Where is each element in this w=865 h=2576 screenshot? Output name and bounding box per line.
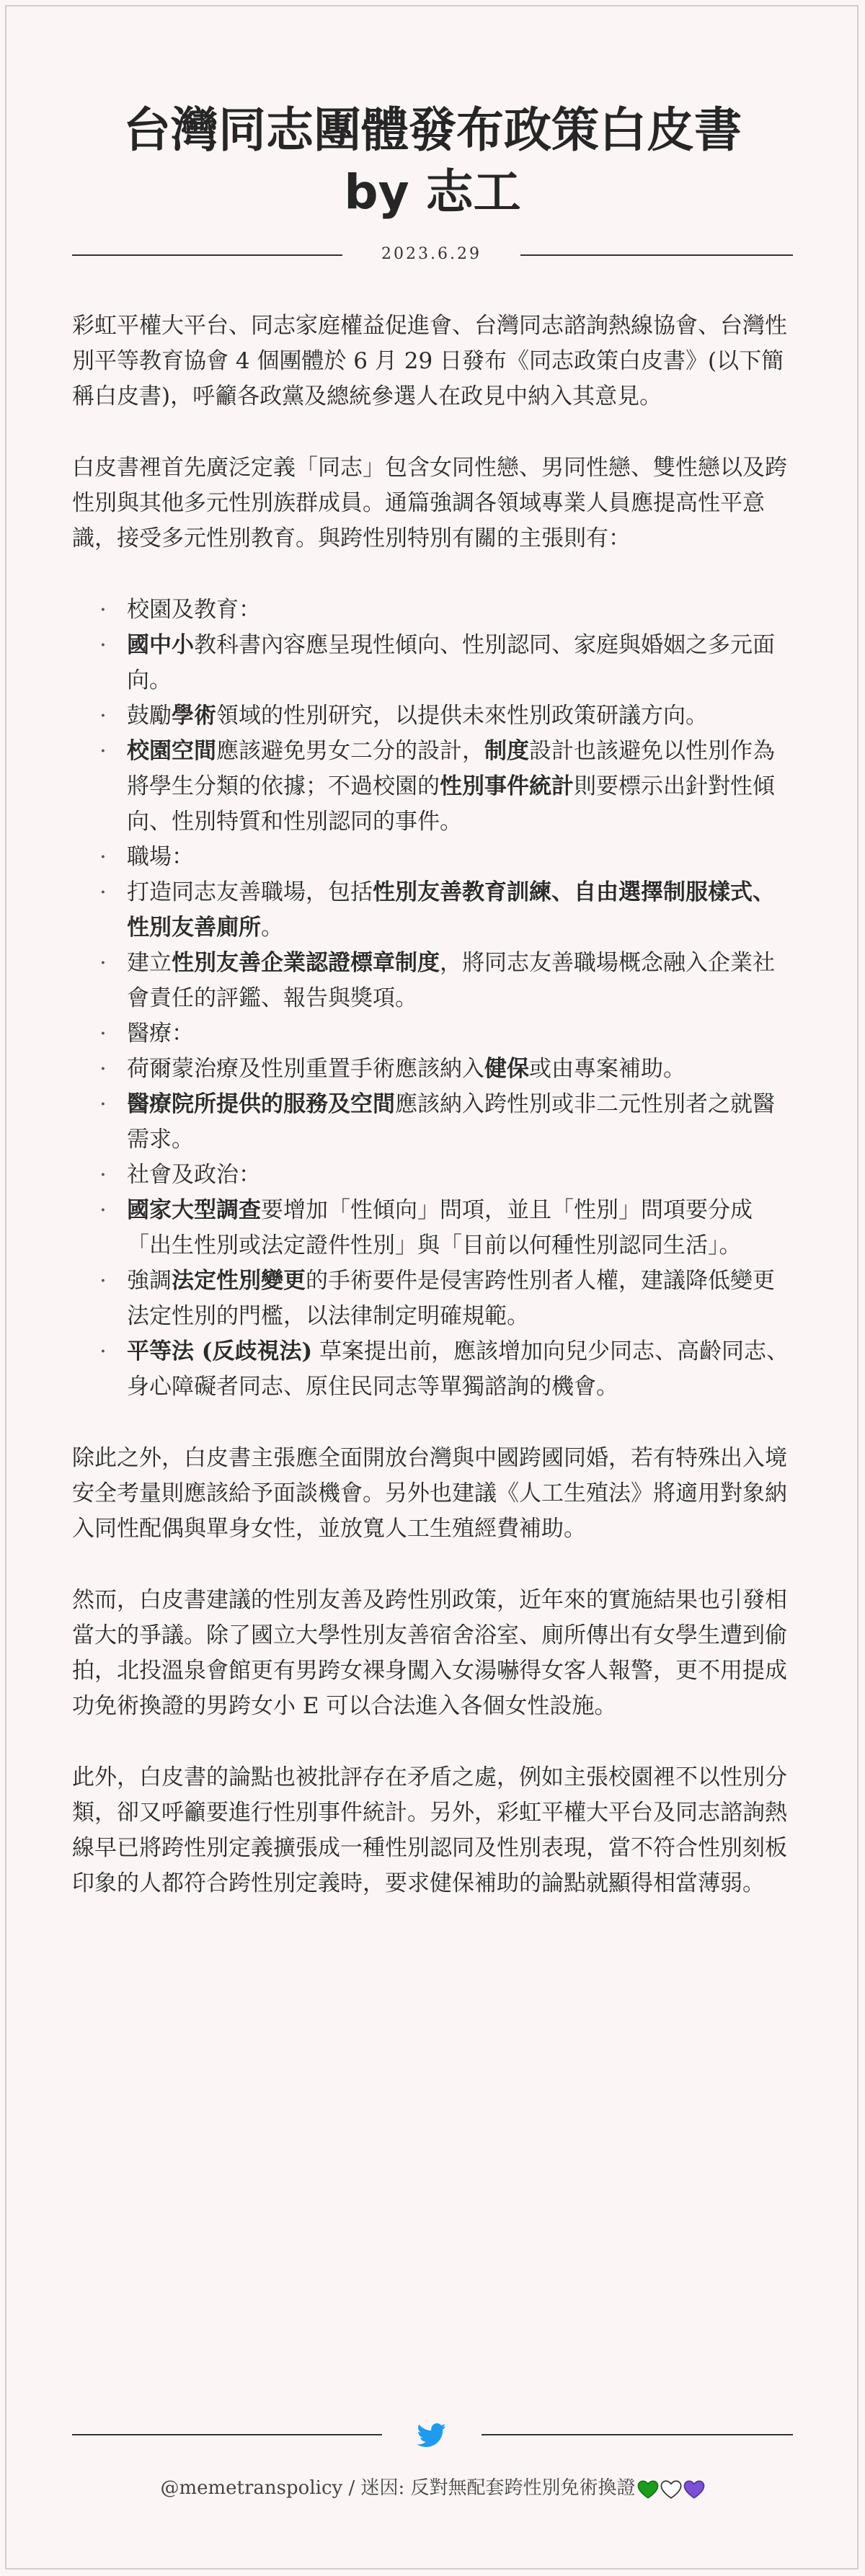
list-item: · 國家大型調查要增加「性傾向」問項，並且「性別」問項要分成「出生性別或法定證件性別」與「目前以何種性別認同生活」。 (99, 1193, 793, 1263)
bullet-mark: · (99, 738, 107, 764)
paragraph-controversy: 然而，白皮書建議的性別友善及跨性別政策，近年來的實施結果也引發相當大的爭議。除了國立大學性別友善宿舍浴室、廁所傳出有女學生遭到偷拍，北投溫泉會館更有男跨女裸身闖入女湯嚇得女客人報警，更不用提成功免術換證的男跨女小 E 可以合法進入各個女性設施。 (72, 1587, 787, 1719)
bullet-mark: · (99, 844, 107, 870)
publish-date: 2023.6.29 (381, 245, 482, 263)
bullet-mark: · (99, 632, 107, 658)
title-line-2: by 志工 (344, 164, 521, 220)
bullet-mark: · (99, 1197, 107, 1223)
list-item: · 荷爾蒙治療及性別重置手術應該納入健保或由專案補助。 (99, 1052, 793, 1087)
list-item: · 打造同志友善職場，包括性別友善教育訓練、自由選擇制服樣式、性別友善廁所。 (99, 875, 793, 946)
footer-divider-right (482, 2434, 793, 2435)
title-line-1: 台灣同志團體發布政策白皮書 (123, 102, 742, 158)
list-item-medical: · 醫療： (99, 1016, 793, 1052)
list-item: · 平等法 (反歧視法) 草案提出前，應該增加向兒少同志、高齡同志、身心障礙者同志、原住民同志等單獨諮詢的機會。 (99, 1334, 793, 1405)
paragraph-intro: 彩虹平權大平台、同志家庭權益促進會、台灣同志諮詢熱線協會、台灣性別平等教育協會 4 個團體於 6 月 29 日發布《同志政策白皮書》(以下簡稱白皮書)，呼籲各政黨及總統參選人在政見中納入其意見。 (72, 313, 787, 409)
paragraph-criticism: 此外，白皮書的論點也被批評存在矛盾之處，例如主張校園裡不以性別分類，卻又呼籲要進行性別事件統計。另外，彩虹平權大平台及同志諮詢熱線早已將跨性別定義擴張成一種性別認同及性別表現，當不符合性別刻板印象的人都符合跨性別定義時，要求健保補助的論點就顯得相當薄弱。 (72, 1764, 787, 1896)
bullet-mark: · (99, 597, 107, 623)
bullet-mark: · (99, 1268, 107, 1294)
footer-divider-left (72, 2434, 382, 2435)
bullet-mark: · (99, 1162, 107, 1188)
list-item: · 醫療院所提供的服務及空間應該納入跨性別或非二元性別者之就醫需求。 (99, 1087, 793, 1158)
twitter-bird-icon[interactable] (411, 2423, 453, 2448)
footer-handle: @memetranspolicy / 迷因: 反對無配套跨性別免術換證 (160, 2477, 636, 2499)
footer-credit (72, 2474, 793, 2503)
bullet-mark: · (99, 879, 107, 905)
bullet-mark: · (99, 1021, 107, 1047)
hearts-group (636, 2474, 705, 2503)
list-item: · 強調法定性別變更的手術要件是侵害跨性別者人權，建議降低變更法定性別的門檻，以法律制定明確規範。 (99, 1263, 793, 1334)
list-item: · 鼓勵學術領域的性別研究，以提供未來性別政策研議方向。 (99, 698, 793, 734)
article-body (72, 308, 793, 1937)
purple-heart-icon (683, 2480, 705, 2499)
bullet-mark: · (99, 703, 107, 729)
list-item: · 國中小教科書內容應呈現性傾向、性別認同、家庭與婚姻之多元面向。 (99, 628, 793, 698)
page-title (72, 99, 793, 223)
policy-list (72, 592, 793, 1405)
paragraph-definition: 白皮書裡首先廣泛定義「同志」包含女同性戀、男同性戀、雙性戀以及跨性別與其他多元性別族群成員。通篇強調各領域專業人員應提高性平意識，接受多元性別教育。與跨性別特別有關的主張則有： (72, 455, 787, 551)
list-item-society: · 社會及政治： (99, 1158, 793, 1193)
date-divider-right (520, 254, 793, 256)
list-item-campus: · 校園及教育： (99, 592, 793, 628)
list-item-workplace: · 職場： (99, 840, 793, 875)
white-heart-icon (660, 2480, 682, 2499)
bullet-mark: · (99, 1091, 107, 1117)
paragraph-cross-border: 除此之外，白皮書主張應全面開放台灣與中國跨國同婚，若有特殊出入境安全考量則應該給予面談機會。另外也建議《人工生殖法》將適用對象納入同性配偶與單身女性，並放寬人工生殖經費補助。 (72, 1445, 787, 1542)
list-item: · 校園空間應該避免男女二分的設計，制度設計也該避免以性別作為將學生分類的依據；不過校園的性別事件統計則要標示出針對性傾向、性別特質和性別認同的事件。 (99, 734, 793, 840)
green-heart-icon (637, 2480, 659, 2499)
date-divider-left (72, 254, 342, 256)
list-item: · 建立性別友善企業認證標章制度，將同志友善職場概念融入企業社會責任的評鑑、報告與獎項。 (99, 946, 793, 1016)
bullet-mark: · (99, 1056, 107, 1082)
bullet-mark: · (99, 950, 107, 976)
date-row (72, 244, 793, 265)
bullet-mark: · (99, 1338, 107, 1364)
